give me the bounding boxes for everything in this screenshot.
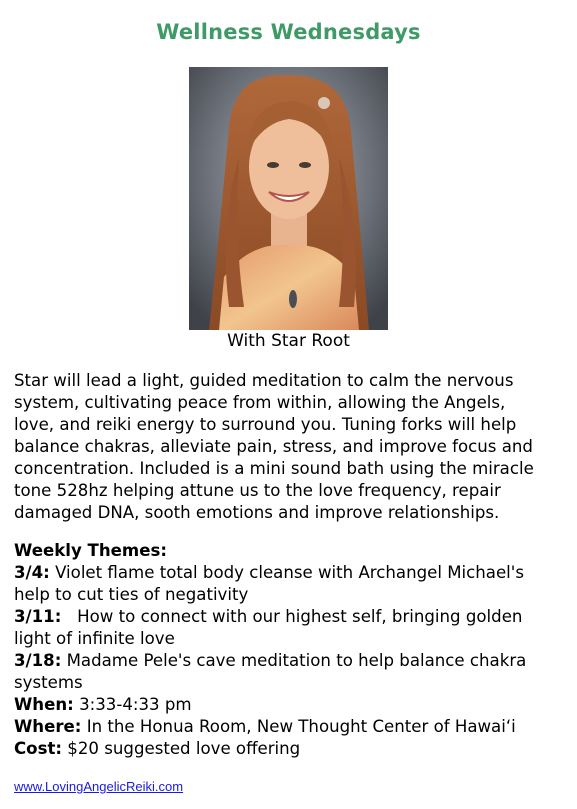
where-row [14, 716, 569, 738]
website-link[interactable]: www.LovingAngelicReiki.com [14, 779, 184, 794]
theme-item [14, 606, 569, 628]
when-row [14, 694, 569, 716]
description-paragraph [14, 370, 569, 524]
description-line: tone 528hz helping attune us to the love frequency, repair [14, 481, 501, 500]
when-label: When: [14, 695, 74, 714]
description-line: balance chakras, alleviate pain, stress, and improve focus and [14, 437, 533, 456]
theme-item-cont: systems [14, 673, 83, 692]
description-line: Star will lead a light, guided meditation to calm the nervous [14, 371, 514, 390]
when-value: 3:33-4:33 pm [73, 695, 192, 714]
theme-text: How to connect with our highest self, bringing golden [61, 607, 523, 626]
portrait-photo [189, 67, 388, 330]
photo-caption: With Star Root [227, 331, 350, 351]
theme-item-cont: light of infinite love [14, 629, 175, 648]
theme-date: 3/4: [14, 563, 50, 582]
description-line: concentration. Included is a mini sound bath using the miracle [14, 459, 534, 478]
themes-heading: Weekly Themes: [14, 541, 167, 560]
where-label: Where: [14, 717, 82, 736]
theme-item [14, 650, 569, 672]
theme-date: 3/18: [14, 651, 62, 670]
theme-item-cont: help to cut ties of negativity [14, 585, 249, 604]
theme-item [14, 562, 569, 584]
theme-text: Violet flame total body cleanse with Archangel Michael's [49, 563, 524, 582]
where-value: In the Honua Room, New Thought Center of Hawai‘i [81, 717, 516, 736]
theme-date: 3/11: [14, 607, 62, 626]
portrait-image [189, 67, 388, 330]
weekly-themes-section [14, 540, 569, 760]
description-line: love, and reiki energy to surround you. Tuning forks will help [14, 415, 517, 434]
cost-row [14, 738, 569, 760]
description-line: system, cultivating peace from within, allowing the Angels, [14, 393, 506, 412]
theme-text: Madame Pele's cave meditation to help balance chakra [61, 651, 527, 670]
description-line: damaged DNA, sooth emotions and improve relationships. [14, 503, 500, 522]
page-title: Wellness Wednesdays [156, 20, 421, 44]
cost-label: Cost: [14, 739, 63, 758]
cost-value: $20 suggested love offering [62, 739, 301, 758]
